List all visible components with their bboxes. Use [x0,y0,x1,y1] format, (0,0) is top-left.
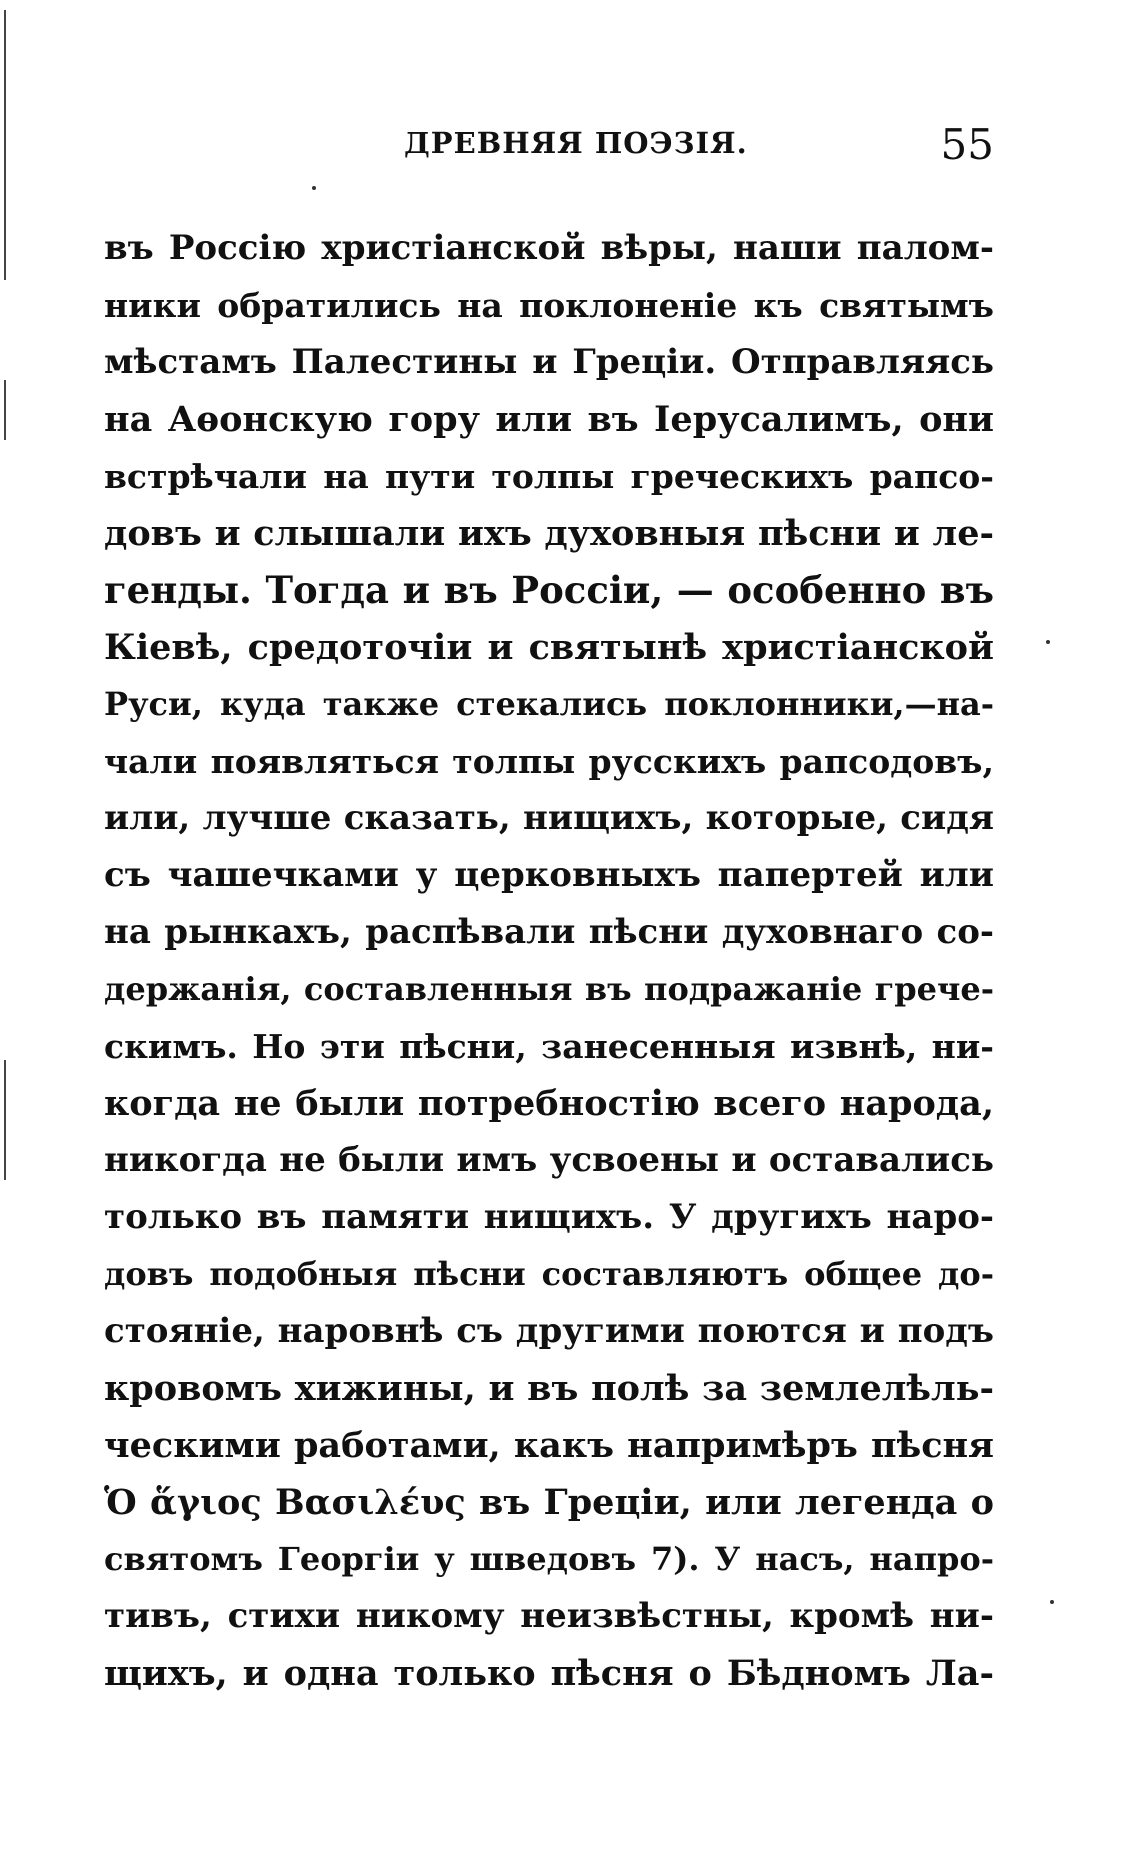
ink-speck [1046,640,1050,644]
text-line: только въ памяти нищихъ. У другихъ наро- [104,1197,994,1237]
text-line: чали появляться толпы русскихъ рапсодовъ, [104,742,994,781]
text-line: на рынкахъ, распѣвали пѣсни духовнаго со- [104,912,994,952]
text-line: стояніе, наровнѣ съ другими поются и подъ [104,1311,994,1351]
ink-speck [1050,1600,1054,1604]
scan-edge-line [4,380,6,440]
running-head: ДРЕВНЯЯ ПОЭЗІЯ. [404,126,748,160]
scan-edge-line [4,1060,6,1180]
text-line: никогда не были имъ усвоены и оставались [104,1140,994,1180]
text-line: ческими работами, какъ напримѣръ пѣсня [104,1425,994,1466]
text-line: генды. Тогда и въ Россіи, — особенно въ [104,568,994,612]
ink-speck [312,186,316,190]
text-line: держанія, составленныя въ подражаніе грече- [104,970,994,1008]
body-text [104,220,994,1702]
page-number: 55 [940,120,994,169]
text-line: въ Россію христіанской вѣры, наши палом- [104,228,994,268]
text-line: на Аѳонскую гору или въ Іерусалимъ, они [104,399,994,440]
text-line: когда не были потребностію всего народа, [104,1083,994,1124]
text-line: довъ и слышали ихъ духовныя пѣсни и ле- [104,513,994,554]
text-line: Руси, куда также стекались поклонники,—на- [104,685,994,723]
page-header [104,120,994,180]
text-line: ники обратились на поклоненіе къ святымъ [104,286,994,325]
text-line: или, лучше сказать, нищихъ, которые, сидя [104,798,994,838]
text-line: Ὁ ἅγιος Βασιλέυς въ Греціи, или легенда о [104,1482,994,1523]
text-line: мѣстамъ Палестины и Греціи. Отправляясь [104,342,994,382]
text-line: встрѣчали на пути толпы греческихъ рапсо- [104,457,994,496]
text-line: съ чашечками у церковныхъ папертей или [104,855,994,895]
text-line: щихъ, и одна только пѣсня о Бѣдномъ Ла- [104,1653,994,1694]
text-line: довъ подобныя пѣсни составляютъ общее до- [104,1255,994,1293]
text-line: святомъ Георгіи у шведовъ 7). У насъ, напро- [104,1540,994,1578]
text-line: кровомъ хижины, и въ полѣ за землелѣль- [104,1368,994,1409]
scan-edge-line [4,10,6,280]
text-line: тивъ, стихи никому неизвѣстны, кромѣ ни- [104,1596,994,1636]
text-line: Кіевѣ, средоточіи и святынѣ христіанской [104,627,994,668]
text-line: скимъ. Но эти пѣсни, занесенныя извнѣ, ни- [104,1027,994,1066]
